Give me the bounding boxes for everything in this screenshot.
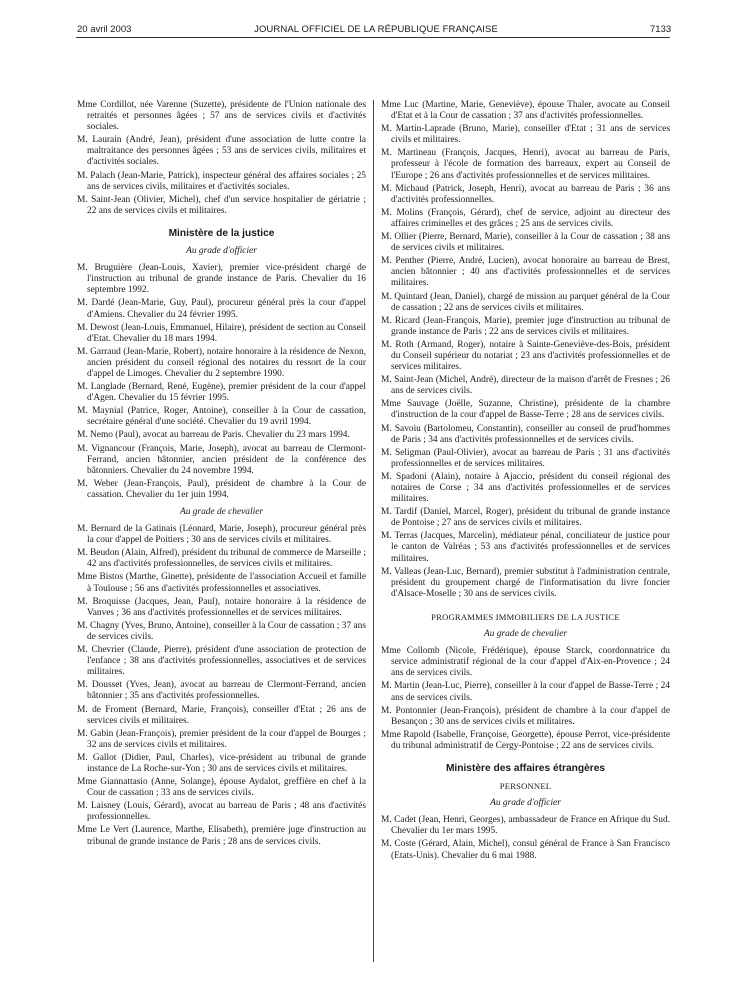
list-item: M. Beudon (Alain, Alfred), président du tribunal de commerce de Marseille ; 42 ans d'activités professionnelles, de services civils et militaires. — [77, 548, 366, 570]
list-item: M. Saint-Jean (Olivier, Michel), chef d'un service hospitalier de gériatrie ; 22 ans de services civils et militaires. — [77, 194, 366, 216]
list-item: Mme Luc (Martine, Marie, Geneviève), épouse Thaler, avocate au Conseil d'Etat et à la Cour de cassation ; 37 ans d'activités professionnelles. — [381, 100, 670, 122]
list-item: M. Martineau (François, Jacques, Henri), avocat au barreau de Paris, professeur à l'école de formation des barreaux, expert au Conseil de l'Europe ; 26 ans d'activités professionnelles et de services militaires. — [381, 148, 670, 181]
list-item: M. Molins (François, Gérard), chef de service, adjoint au directeur des affaires criminelles et des grâces ; 25 ans de services civils. — [381, 207, 670, 229]
list-item: M. Terras (Jacques, Marcelin), médiateur pénal, conciliateur de justice pour le canton de Valréas ; 53 ans d'activités professionnelles et de services militaires. — [381, 531, 670, 564]
list-item: M. Dardé (Jean-Marie, Guy, Paul), procureur général près la cour d'appel d'Amiens. Chevalier du 24 février 1995. — [77, 298, 366, 320]
list-item: M. Langlade (Bernard, René, Eugène), premier président de la cour d'appel d'Agen. Chevalier du 15 février 1995. — [77, 382, 366, 404]
list-item: Mme Giannattasio (Anne, Solange), épouse Aydalot, greffière en chef à la Cour de cassation ; 33 ans de services civils. — [77, 777, 366, 799]
ministry-heading: Ministère des affaires étrangères — [445, 762, 606, 774]
list-item: M. Palach (Jean-Marie, Patrick), inspecteur général des affaires sociales ; 25 ans de services civils, militaires et d'activités sociales. — [77, 170, 366, 192]
header-date: 20 avril 2003 — [77, 24, 132, 35]
list-item: M. Gabin (Jean-François), premier président de la cour d'appel de Bourges ; 32 ans de services civils et militaires. — [77, 728, 366, 750]
list-item: M. Nemo (Paul), avocat au barreau de Paris. Chevalier du 23 mars 1994. — [77, 430, 350, 441]
list-item: M. Spadoni (Alain), notaire à Ajaccio, président du conseil régional des notaires de Corse ; 34 ans d'activités professionnelles et de services militaires. — [381, 471, 670, 505]
list-item: M. Saint-Jean (Michel, André), directeur de la maison d'arrêt de Fresnes ; 26 ans de services civils. — [381, 375, 670, 397]
column-divider — [373, 100, 374, 962]
grade-heading-chevalier: Au grade de chevalier — [483, 629, 568, 640]
chevalier-list-continued — [381, 100, 670, 600]
list-item: M. Quintard (Jean, Daniel), chargé de mission au parquet général de la Cour de cassation ; 22 ans de services civils et militaires. — [381, 291, 670, 313]
list-item: M. Michaud (Patrick, Joseph, Henri), avocat au barreau de Paris ; 36 ans d'activités professionnelles. — [381, 183, 670, 205]
list-item: M. Dousset (Yves, Jean), avocat au barreau de Clermont-Ferrand, ancien bâtonnier ; 35 ans d'activités professionnelles. — [77, 680, 366, 702]
list-item: M. Tardif (Daniel, Marcel, Roger), président du tribunal de grande instance de Pontoise ; 27 ans de services civils et militaires. — [381, 507, 670, 529]
mae-list — [381, 815, 670, 861]
list-item: Mme Collomb (Nicole, Frédérique), épouse Starck, coordonnatrice du service administratif régional de la cour d'appel d'Aix-en-Provence ; 24 ans de services civils. — [381, 646, 670, 679]
list-item: M. Bernard de la Gatinais (Léonard, Marie, Joseph), procureur général près la cour d'appel de Poitiers ; 30 ans de services civils et militaires. — [77, 524, 366, 546]
list-item: M. Maynial (Patrice, Roger, Antoine), conseiller à la Cour de cassation, secrétaire général d'une société. Chevalier du 19 avril 1994. — [77, 406, 366, 428]
intro-list — [77, 100, 366, 217]
list-item: M. Bruguière (Jean-Louis, Xavier), premier vice-président chargé de l'instruction au tribunal de grande instance de Paris. Chevalier du 16 septembre 1992. — [77, 263, 366, 296]
header-page-number: 7133 — [650, 24, 672, 35]
list-item: M. Coste (Gérard, Alain, Michel), consul général de France à San Francisco (Etats-Unis). Chevalier du 6 mai 1988. — [381, 839, 670, 861]
list-item: M. Ollier (Pierre, Bernard, Marie), conseiller à la Cour de cassation ; 38 ans de services civils et militaires. — [381, 232, 670, 254]
header-rule — [76, 37, 670, 38]
header-journal-title: JOURNAL OFFICIEL DE LA RÉPUBLIQUE FRANÇAISE — [254, 24, 498, 35]
page-header — [0, 0, 752, 40]
list-item: M. Penther (Pierre, André, Lucien), avocat honoraire au barreau de Brest, ancien bâtonnier ; 40 ans d'activités professionnelles et de services militaires. — [381, 256, 670, 289]
list-item: M. Dewost (Jean-Louis, Emmanuel, Hilaire), président de section au Conseil d'Etat. Chevalier du 18 mars 1994. — [77, 322, 366, 344]
list-item: M. Weber (Jean-François, Paul), président de chambre à la Cour de cassation. Chevalier du 1er juin 1994. — [77, 478, 366, 500]
right-column — [381, 100, 670, 864]
list-item: M. Laurain (André, Jean), président d'une association de lutte contre la maltraitance des personnes âgées ; 53 ans de services civils, militaires et d'activités sociales. — [77, 135, 366, 168]
list-item: M. Pontonnier (Jean-François), président de chambre à la cour d'appel de Besançon ; 30 ans de services civils et militaires. — [381, 705, 670, 727]
programmes-list — [381, 646, 670, 752]
section-heading-personnel: PERSONNEL — [499, 781, 552, 792]
list-item: Mme Sauvage (Joëlle, Suzanne, Christine), présidente de la chambre d'instruction de la cour d'appel de Basse-Terre ; 28 ans de services civils. — [381, 399, 670, 421]
list-item: M. Chagny (Yves, Bruno, Antoine), conseiller à la Cour de cassation ; 37 ans de services civils. — [77, 620, 366, 642]
grade-heading-officier: Au grade d'officier — [490, 798, 561, 809]
list-item: M. Garraud (Jean-Marie, Robert), notaire honoraire à la résidence de Nexon, ancien président du conseil régional des notaires du ressort de la cour d'appel de Limoges. Chevalier du 2 septembre 1990. — [77, 346, 366, 379]
list-item: M. Chevrier (Claude, Pierre), président d'une association de protection de l'enfance ; 38 ans d'activités professionnelles, associatives et de services militaires. — [77, 645, 366, 678]
officier-list — [77, 263, 366, 501]
list-item: M. Cadet (Jean, Henri, Georges), ambassadeur de France en Afrique du Sud. Chevalier du 1er mars 1995. — [381, 815, 670, 837]
list-item: M. Martin-Laprade (Bruno, Marie), conseiller d'Etat ; 31 ans de services civils et militaires. — [381, 124, 670, 146]
list-item: M. Vignancour (François, Marie, Joseph), avocat au barreau de Clermont-Ferrand, ancien bâtonnier, ancien président de la conférence des bâtonniers. Chevalier du 24 novembre 1994. — [77, 443, 366, 476]
grade-heading-chevalier: Au grade de chevalier — [179, 507, 264, 517]
left-column — [77, 100, 366, 850]
list-item: M. Savoiu (Bartolomeu, Constantin), conseiller au conseil de prud'hommes de Paris ; 34 ans d'activités professionnelles et de services civils. — [381, 423, 670, 445]
list-item: Mme Rapold (Isabelle, Françoise, Georgette), épouse Perrot, vice-présidente du tribunal administratif de Cergy-Pontoise ; 22 ans de services civils. — [381, 729, 670, 751]
list-item: M. Valleas (Jean-Luc, Bernard), premier substitut à l'administration centrale, président du groupement chargé de l'informatisation du livre foncier d'Alsace-Moselle ; 30 ans de services civils. — [381, 566, 670, 599]
list-item: M. Seligman (Paul-Olivier), avocat au barreau de Paris ; 31 ans d'activités professionnelles et de services militaires. — [381, 447, 670, 469]
ministry-heading: Ministère de la justice — [168, 227, 275, 239]
list-item: M. Broquisse (Jacques, Jean, Paul), notaire honoraire à la résidence de Vanves ; 36 ans d'activités professionnelles et de services militaires. — [77, 596, 366, 618]
list-item: M. Roth (Armand, Roger), notaire à Sainte-Geneviève-des-Bois, président du Conseil supérieur du notariat ; 23 ans d'activités professionnelles et de services militaires. — [381, 339, 670, 373]
list-item: Mme Bistos (Marthe, Ginette), présidente de l'association Accueil et famille à Toulouse ; 56 ans d'activités professionnelles et associatives. — [77, 572, 366, 594]
list-item: M. Laisney (Louis, Gérard), avocat au barreau de Paris ; 48 ans d'activités professionnelles. — [77, 801, 366, 823]
grade-heading-officier: Au grade d'officier — [186, 246, 257, 257]
list-item: Mme Cordillot, née Varenne (Suzette), présidente de l'Union nationale des retraités et personnes âgées ; 57 ans de services civils et d'activités sociales. — [77, 100, 366, 133]
list-item: M. Martin (Jean-Luc, Pierre), conseiller à la cour d'appel de Basse-Terre ; 24 ans de services civils. — [381, 681, 670, 703]
chevalier-list — [77, 524, 366, 848]
list-item: M. Gallot (Didier, Paul, Charles), vice-président au tribunal de grande instance de La Roche-sur-Yon ; 30 ans de services civils et militaires. — [77, 752, 366, 774]
section-heading-programmes: PROGRAMMES IMMOBILIERS DE LA JUSTICE — [431, 611, 620, 622]
list-item: M. Ricard (Jean-François, Marie), premier juge d'instruction au tribunal de grande instance de Paris ; 22 ans de services civils et militaires. — [381, 315, 670, 337]
list-item: M. de Froment (Bernard, Marie, François), conseiller d'Etat ; 26 ans de services civils et militaires. — [77, 704, 366, 726]
list-item: Mme Le Vert (Laurence, Marthe, Elisabeth), première juge d'instruction au tribunal de grande instance de Paris ; 28 ans de services civils. — [77, 825, 366, 847]
